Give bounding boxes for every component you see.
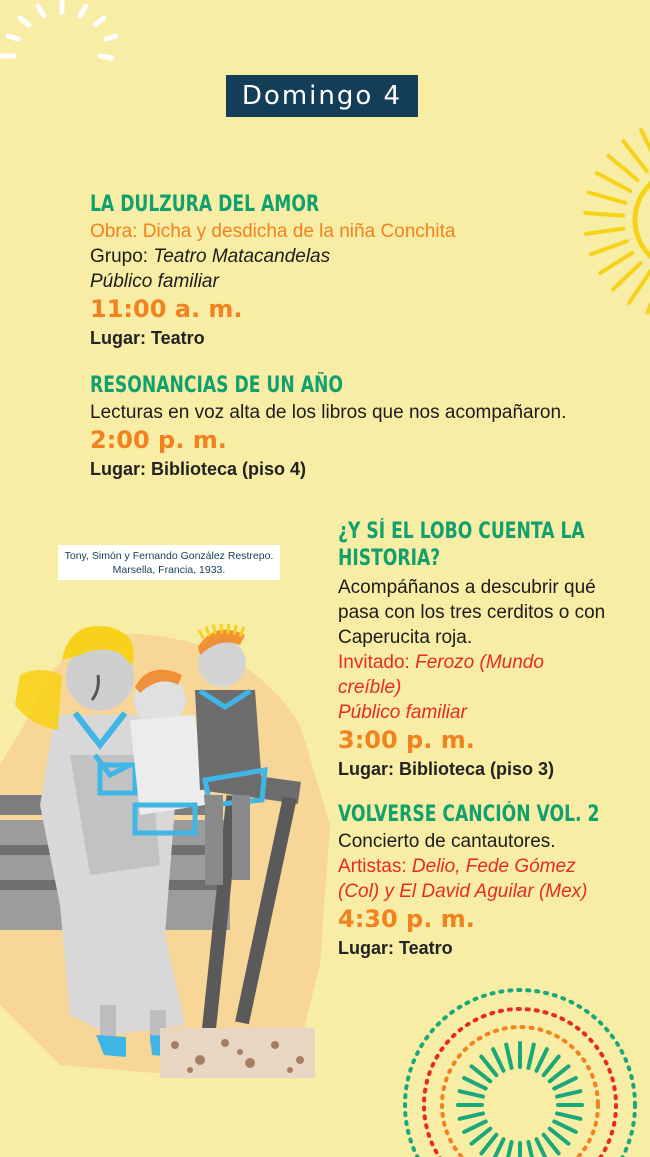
photo-caption [58, 545, 280, 580]
artists-names: Delio, Fede Gómez [411, 856, 576, 877]
event-play-line: Obra: Dicha y desdicha de la niña Conchita [90, 221, 456, 242]
event-title-line-1: ¿Y SÍ EL LOBO CUENTA LA [338, 519, 585, 544]
event-description: Concierto de cantautores. [338, 831, 556, 852]
guest-prefix: Invitado: [338, 652, 416, 673]
event-group-line [90, 244, 550, 269]
event-time: 4:30 p. m. [338, 905, 475, 933]
day-label: Domingo 4 [241, 81, 403, 111]
event-title-line-2: HISTORIA? [338, 546, 441, 571]
guest-name: Ferozo (Mundo [415, 652, 544, 673]
event-volverse-cancion-vol-2 [338, 801, 638, 960]
event-la-dulzura-del-amor [90, 191, 550, 350]
event-title: VOLVERSE CANCIÓN VOL. 2 [338, 802, 600, 827]
dotted-circles-decoration [380, 985, 650, 1157]
artists-prefix: Artistas: [338, 856, 412, 877]
event-place: Lugar: Biblioteca (piso 3) [338, 759, 555, 779]
event-place: Lugar: Teatro [338, 938, 453, 958]
event-artists-line-2: (Col) y El David Aguilar (Mex) [338, 881, 588, 902]
group-prefix: Grupo: [90, 246, 154, 267]
event-guest-line [338, 650, 638, 675]
event-description-line-1: Acompáñanos a descubrir qué [338, 577, 596, 598]
event-description-line-3: Caperucita roja. [338, 627, 473, 648]
event-title: LA DULZURA DEL AMOR [90, 192, 320, 217]
yellow-sun-decoration [545, 125, 650, 325]
event-place: Lugar: Biblioteca (piso 4) [90, 459, 307, 479]
event-time: 11:00 a. m. [90, 295, 243, 323]
event-description: Lecturas en voz alta de los libros que nos acompañaron. [90, 402, 567, 423]
vintage-family-photo [0, 605, 330, 1085]
event-guest-line-2: creíble) [338, 677, 402, 698]
event-audience: Público familiar [338, 702, 467, 723]
caption-line-1: Tony, Simón y Fernando González Restrepo. [64, 549, 274, 562]
event-audience: Público familiar [90, 271, 219, 292]
event-y-si-el-lobo-cuenta-la-historia [338, 518, 638, 781]
event-title: RESONANCIAS DE UN AÑO [90, 373, 343, 398]
white-burst-decoration [0, 0, 130, 80]
group-name: Teatro Matacandelas [153, 246, 331, 267]
day-badge [226, 75, 418, 117]
event-time: 2:00 p. m. [90, 426, 227, 454]
event-description-line-2: pasa con los tres cerditos o con [338, 602, 606, 623]
event-place: Lugar: Teatro [90, 328, 205, 348]
event-resonancias-de-un-ano [90, 372, 610, 481]
caption-line-2: Marsella, Francia, 1933. [112, 563, 226, 576]
event-time: 3:00 p. m. [338, 726, 475, 754]
event-artists-line [338, 854, 638, 879]
